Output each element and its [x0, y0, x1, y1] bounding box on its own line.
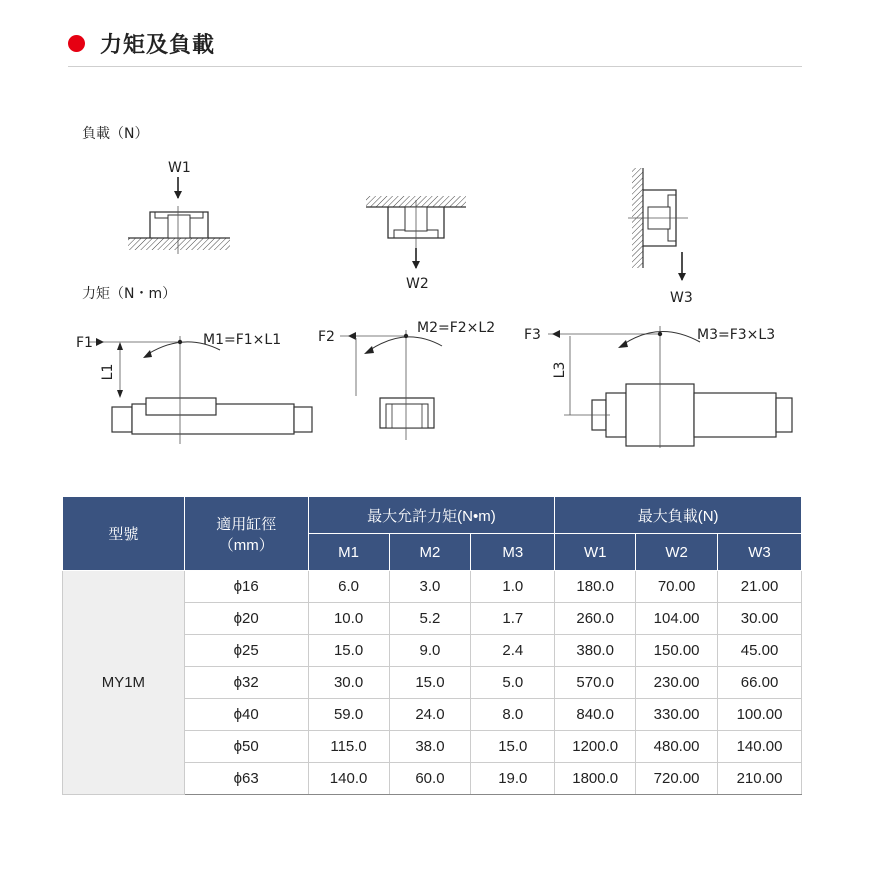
moment-section-label: 力矩（N・m）: [82, 286, 177, 302]
m2-cell: 15.0: [389, 667, 471, 699]
m2-cell: 60.0: [389, 763, 471, 795]
m2-diagram: [318, 320, 495, 440]
w3-cell: 45.00: [718, 635, 802, 667]
header-model: 型號: [63, 497, 185, 571]
m2-cell: 3.0: [389, 571, 471, 603]
header-max-load: 最大負載(N): [555, 497, 802, 534]
m1-cell: 30.0: [308, 667, 389, 699]
w1-cell: 570.0: [555, 667, 636, 699]
w3-cell: 66.00: [718, 667, 802, 699]
bore-cell: ϕ32: [184, 667, 308, 699]
bore-cell: ϕ63: [184, 763, 308, 795]
m2-formula: M2=F2×L2: [417, 320, 496, 336]
w1-cell: 840.0: [555, 699, 636, 731]
w3-cell: 30.00: [718, 603, 802, 635]
m1-diagram: [76, 332, 312, 444]
m2-cell: 38.0: [389, 731, 471, 763]
section-title: 力矩及負載: [100, 33, 216, 58]
w2-cell: 150.00: [636, 635, 718, 667]
m1-cell: 15.0: [308, 635, 389, 667]
table-row: [63, 571, 802, 603]
bore-cell: ϕ40: [184, 699, 308, 731]
bore-cell: ϕ20: [184, 603, 308, 635]
w1-cell: 1200.0: [555, 731, 636, 763]
w2-diagram: [366, 196, 466, 292]
w2-cell: 330.00: [636, 699, 718, 731]
header-w1: W1: [555, 534, 636, 571]
l3-label: L3: [552, 361, 568, 379]
m2-cell: 24.0: [389, 699, 471, 731]
f2-label: F2: [318, 329, 335, 345]
w3-label: W3: [670, 290, 693, 306]
m1-cell: 6.0: [308, 571, 389, 603]
m1-cell: 59.0: [308, 699, 389, 731]
w2-cell: 104.00: [636, 603, 718, 635]
w2-cell: 70.00: [636, 571, 718, 603]
header-w3: W3: [718, 534, 802, 571]
header-bore-label: 適用缸徑: [216, 515, 277, 533]
w3-diagram: [628, 168, 693, 306]
m3-cell: 5.0: [471, 667, 555, 699]
model-cell: MY1M: [63, 571, 185, 795]
m3-cell: 15.0: [471, 731, 555, 763]
w1-cell: 1800.0: [555, 763, 636, 795]
w3-cell: 21.00: [718, 571, 802, 603]
header-max-moment: 最大允許力矩(N•m): [308, 497, 555, 534]
m3-cell: 1.7: [471, 603, 555, 635]
w3-cell: 210.00: [718, 763, 802, 795]
f3-label: F3: [524, 327, 541, 343]
m2-cell: 9.0: [389, 635, 471, 667]
w2-cell: 480.00: [636, 731, 718, 763]
l1-label: L1: [100, 363, 116, 381]
m2-cell: 5.2: [389, 603, 471, 635]
load-section-label: 負載（N）: [82, 126, 149, 142]
w1-cell: 180.0: [555, 571, 636, 603]
bore-cell: ϕ25: [184, 635, 308, 667]
bore-cell: ϕ16: [184, 571, 308, 603]
header-m2: M2: [389, 534, 471, 571]
m3-cell: 2.4: [471, 635, 555, 667]
w1-cell: 260.0: [555, 603, 636, 635]
header-m3: M3: [471, 534, 555, 571]
m1-formula: M1=F1×L1: [203, 332, 282, 348]
m3-cell: 19.0: [471, 763, 555, 795]
w1-cell: 380.0: [555, 635, 636, 667]
m3-cell: 8.0: [471, 699, 555, 731]
header-bore-unit: （mm）: [218, 536, 274, 554]
f1-label: F1: [76, 335, 93, 351]
w2-cell: 720.00: [636, 763, 718, 795]
m1-cell: 140.0: [308, 763, 389, 795]
m1-cell: 10.0: [308, 603, 389, 635]
m3-formula: M3=F3×L3: [697, 327, 776, 343]
header-bore: [184, 497, 308, 571]
spec-table: [62, 496, 802, 795]
w2-cell: 230.00: [636, 667, 718, 699]
w1-label: W1: [168, 160, 191, 176]
w2-label: W2: [406, 276, 429, 292]
header-w2: W2: [636, 534, 718, 571]
w3-cell: 100.00: [718, 699, 802, 731]
bore-cell: ϕ50: [184, 731, 308, 763]
w1-diagram: [128, 160, 230, 254]
m3-cell: 1.0: [471, 571, 555, 603]
w3-cell: 140.00: [718, 731, 802, 763]
m3-diagram: [524, 326, 792, 448]
header-m1: M1: [308, 534, 389, 571]
m1-cell: 115.0: [308, 731, 389, 763]
